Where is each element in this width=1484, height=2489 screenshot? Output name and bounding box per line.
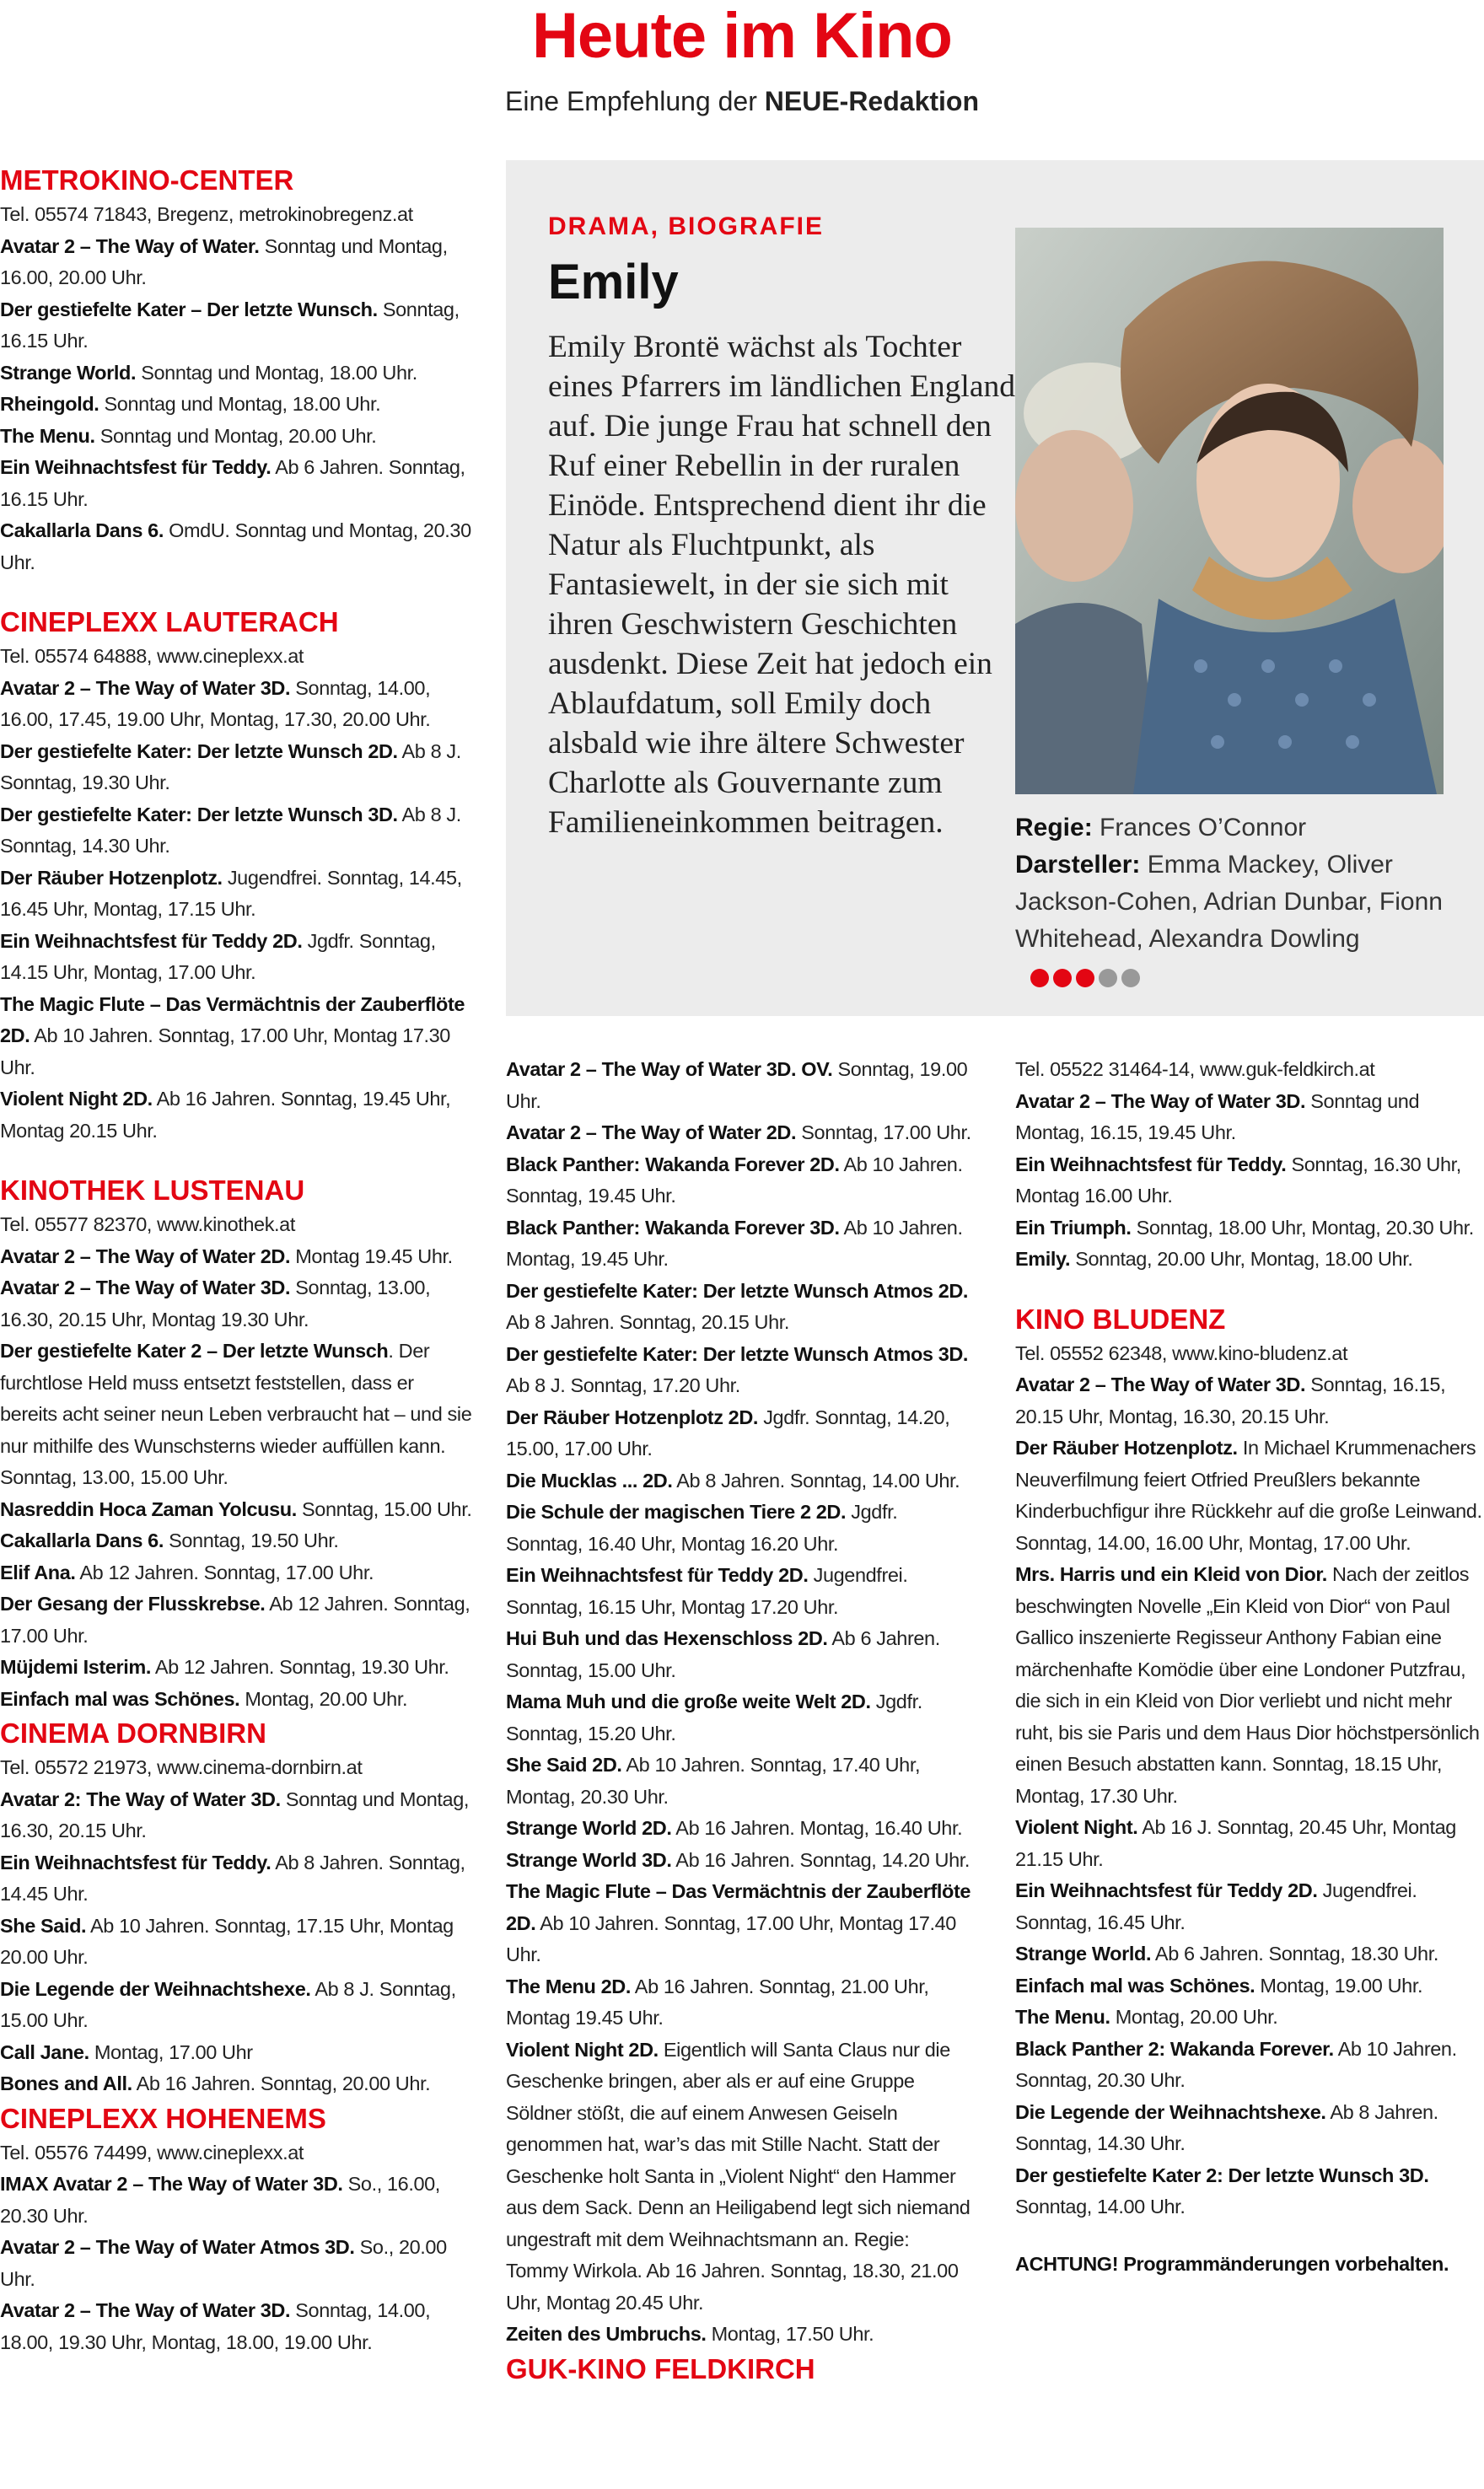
rating-dot-filled xyxy=(1076,969,1094,987)
listing: Ein Triumph. Sonntag, 18.00 Uhr, Montag, 20.30 Uhr. xyxy=(1015,1216,1474,1239)
listing: Der gestiefelte Kater: Der letzte Wunsch 2D. Ab 8 J. Sonntag, 19.30 Uhr. xyxy=(0,739,461,793)
listing: The Menu. Montag, 20.00 Uhr. xyxy=(1015,2006,1278,2028)
rating-dot-empty xyxy=(1099,969,1117,987)
listing: Die Schule der magischen Tiere 2 2D. Jgdfr. Sonntag, 16.40 Uhr, Montag 16.20 Uhr. xyxy=(506,1501,898,1555)
listing: Avatar 2 – The Way of Water. Sonntag und Montag, 16.00, 20.00 Uhr. xyxy=(0,234,448,288)
listing: Der Räuber Hotzenplotz. Jugendfrei. Sonntag, 14.45, 16.45 Uhr, Montag, 17.15 Uhr. xyxy=(0,866,462,920)
cinema-name: CINEPLEXX HOHENEMS xyxy=(0,2102,326,2134)
listing: Müjdemi Isterim. Ab 12 Jahren. Sonntag, 19.30 Uhr. xyxy=(0,1656,449,1678)
listing: Einfach mal was Schönes. Montag, 19.00 Uhr. xyxy=(1015,1974,1423,1997)
film-still-image xyxy=(1015,228,1444,794)
subtitle-brand: NEUE-Redaktion xyxy=(764,86,979,116)
listing: She Said 2D. Ab 10 Jahren. Sonntag, 17.40 Uhr, Montag, 20.30 Uhr. xyxy=(506,1754,921,1808)
listing: Avatar 2 – The Way of Water 3D. OV. Sonntag, 19.00 Uhr. xyxy=(506,1058,968,1112)
listing: IMAX Avatar 2 – The Way of Water 3D. So., 16.00, 20.30 Uhr. xyxy=(0,2173,440,2227)
listing: Strange World. Sonntag und Montag, 18.00 Uhr. xyxy=(0,361,417,384)
listing: Ein Weihnachtsfest für Teddy 2D. Jugendfrei. Sonntag, 16.45 Uhr. xyxy=(1015,1879,1417,1933)
feature-photo xyxy=(1015,228,1444,794)
listing: Bones and All. Ab 16 Jahren. Sonntag, 20.00 Uhr. xyxy=(0,2072,431,2094)
cinema-name: GUK-KINO FELDKIRCH xyxy=(506,2352,815,2384)
listing: Cakallarla Dans 6. Sonntag, 19.50 Uhr. xyxy=(0,1529,339,1551)
listing: Elif Ana. Ab 12 Jahren. Sonntag, 17.00 Uhr. xyxy=(0,1561,374,1583)
listing: Die Legende der Weihnachtshexe. Ab 8 Jahren. Sonntag, 14.30 Uhr. xyxy=(1015,2100,1438,2154)
cinema-name: CINEPLEXX LAUTERACH xyxy=(0,606,339,637)
listing: Nasreddin Hoca Zaman Yolcusu. Sonntag, 15.00 Uhr. xyxy=(0,1497,472,1520)
listing: Emily. Sonntag, 20.00 Uhr, Montag, 18.00 Uhr. xyxy=(1015,1248,1413,1270)
listing: She Said. Ab 10 Jahren. Sonntag, 17.15 Uhr, Montag 20.00 Uhr. xyxy=(0,1914,454,1968)
cinema-name: CINEMA DORNBIRN xyxy=(0,1718,266,1749)
listing: Ein Weihnachtsfest für Teddy. Ab 6 Jahren. Sonntag, 16.15 Uhr. xyxy=(0,456,465,510)
listing: Strange World. Ab 6 Jahren. Sonntag, 18.30 Uhr. xyxy=(1015,1943,1438,1965)
cinema-name: KINOTHEK LUSTENAU xyxy=(0,1175,305,1206)
listing: Avatar 2: The Way of Water 3D. Sonntag und Montag, 16.30, 20.15 Uhr. xyxy=(0,1787,470,1841)
listing: Black Panther: Wakanda Forever 2D. Ab 10 Jahren. Sonntag, 19.45 Uhr. xyxy=(506,1153,963,1207)
feature-genre: DRAMA, BIOGRAFIE xyxy=(548,212,824,240)
listing: Avatar 2 – The Way of Water 2D. Montag 19.45 Uhr. xyxy=(0,1244,453,1267)
listing: Ein Weihnachtsfest für Teddy 2D. Jugendfrei. Sonntag, 16.15 Uhr, Montag 17.20 Uhr. xyxy=(506,1564,908,1618)
cinema-contact: Tel. 05576 74499, www.cineplexx.at xyxy=(0,2141,304,2164)
listing: Avatar 2 – The Way of Water 3D. Sonntag und Montag, 16.15, 19.45 Uhr. xyxy=(1015,1089,1420,1143)
listing: Mrs. Harris und ein Kleid von Dior. Nach der zeitlos beschwingten Novelle „Ein Kleid von Dior“ von Paul Gallico inszenierte Regisseur Anthony Fabian eine märchenhafte Komödie über eine Londoner Putzfrau, die sich in ein Kleid von Dior verliebt und nicht mehr ruht, bis sie Paris und dem Haus Dior höchstpersönlich einen Besuch abstatten kann. Sonntag, 18.15 Uhr, Montag, 17.30 Uhr. xyxy=(1015,1563,1480,1807)
subtitle-prefix: Eine Empfehlung der xyxy=(505,86,765,116)
listing: Ein Weihnachtsfest für Teddy. Ab 8 Jahren. Sonntag, 14.45 Uhr. xyxy=(0,1851,465,1905)
listing: Violent Night 2D. Eigentlich will Santa Claus nur die Geschenke bringen, aber als er auf eine Gruppe Söldner stößt, die auf einem Anwesen Geiseln genommen hat, war’s das mit Stille Nacht. Statt der Geschenke holt Santa in „Violent Night“ den Hammer aus dem Sack. Denn an Heiligabend legt sich niemand ungestraft mit dem Weihnachtsmann an. Regie: Tommy Wirkola. Ab 16 Jahren. Sonntag, 18.30, 21.00 Uhr, Montag 20.45 Uhr. xyxy=(506,2038,971,2314)
rating-dot-empty xyxy=(1121,969,1140,987)
listing: Violent Night 2D. Ab 16 Jahren. Sonntag, 19.45 Uhr, Montag 20.15 Uhr. xyxy=(0,1088,451,1142)
feature-credits xyxy=(1015,809,1454,996)
page-subtitle xyxy=(0,84,1484,118)
listing: Die Legende der Weihnachtshexe. Ab 8 J. Sonntag, 15.00 Uhr. xyxy=(0,1977,456,2031)
listing: Hui Buh und das Hexenschloss 2D. Ab 6 Jahren. Sonntag, 15.00 Uhr. xyxy=(506,1627,940,1681)
cinema-contact: Tel. 05574 71843, Bregenz, metrokinobregenz.at xyxy=(0,203,413,225)
cinema-contact: Tel. 05577 82370, www.kinothek.at xyxy=(0,1213,295,1235)
cinema-contact: Tel. 05572 21973, www.cinema-dornbirn.at xyxy=(0,1756,363,1778)
listing: The Menu. Sonntag und Montag, 20.00 Uhr. xyxy=(0,424,377,447)
listing: Avatar 2 – The Way of Water 3D. Sonntag, 14.00, 18.00, 19.30 Uhr, Montag, 18.00, 19.00 Uhr. xyxy=(0,2299,431,2353)
listing: Mama Muh und die große weite Welt 2D. Jgdfr. Sonntag, 15.20 Uhr. xyxy=(506,1691,922,1744)
listing: Einfach mal was Schönes. Montag, 20.00 Uhr. xyxy=(0,1687,408,1710)
cinema-name: KINO BLUDENZ xyxy=(1015,1303,1226,1335)
listing: Strange World 2D. Ab 16 Jahren. Montag, 16.40 Uhr. xyxy=(506,1817,963,1839)
cinema-name: METROKINO-CENTER xyxy=(0,164,294,196)
listing: Cakallarla Dans 6. OmdU. Sonntag und Montag, 20.30 Uhr. xyxy=(0,519,471,573)
rating-dot-filled xyxy=(1030,969,1049,987)
listing: Ein Weihnachtsfest für Teddy. Sonntag, 16.30 Uhr, Montag 16.00 Uhr. xyxy=(1015,1153,1461,1207)
listing: Ein Weihnachtsfest für Teddy 2D. Jgdfr. Sonntag, 14.15 Uhr, Montag, 17.00 Uhr. xyxy=(0,929,436,983)
listing: Der gestiefelte Kater 2: Der letzte Wunsch 3D. Sonntag, 14.00 Uhr. xyxy=(1015,2164,1429,2218)
listing: Der gestiefelte Kater: Der letzte Wunsch Atmos 3D. Ab 8 J. Sonntag, 17.20 Uhr. xyxy=(506,1342,969,1396)
page-title: Heute im Kino xyxy=(532,0,952,72)
listing: Die Mucklas ... 2D. Ab 8 Jahren. Sonntag, 14.00 Uhr. xyxy=(506,1469,960,1492)
feature-title: Emily xyxy=(548,255,679,309)
rating-dots xyxy=(1030,959,1144,996)
listing: Avatar 2 – The Way of Water 2D. Sonntag, 17.00 Uhr. xyxy=(506,1121,971,1143)
program-notice: ACHTUNG! Programmänderungen vorbehalten. xyxy=(1015,2252,1449,2275)
cinema-contact: Tel. 05552 62348, www.kino-bludenz.at xyxy=(1015,1341,1348,1364)
listing: Der gestiefelte Kater – Der letzte Wunsch. Sonntag, 16.15 Uhr. xyxy=(0,298,460,352)
listing: Call Jane. Montag, 17.00 Uhr xyxy=(0,2040,253,2063)
column-middle xyxy=(506,1054,974,2388)
listing: The Magic Flute – Das Vermächtnis der Zauberflöte 2D. Ab 10 Jahren. Sonntag, 17.00 Uhr, Montag 17.30 Uhr. xyxy=(0,992,465,1078)
feature-description: Emily Brontë wächst als Tochter eines Pfarrers im ländlichen England auf. Die junge Frau hat schnell den Ruf einer Rebellin in der ruralen Einöde. Entsprechend dient ihr die Natur als Fluchtpunkt, als Fantasiewelt, in der sie sich mit ihren Geschwistern Geschichten ausdenkt. Diese Zeit hat jedoch ein Ablaufdatum, soll Emily doch alsbald wie ihre ältere Schwester Charlotte als Gouvernante zum Familieneinkommen beitragen. xyxy=(548,330,1015,840)
director-line: Regie: Frances O’Connor xyxy=(1015,814,1307,841)
listing: The Magic Flute – Das Vermächtnis der Zauberflöte 2D. Ab 10 Jahren. Sonntag, 17.00 Uhr, Montag 17.40 Uhr. xyxy=(506,1880,971,1965)
column-right xyxy=(1015,1054,1484,2280)
listing: The Menu 2D. Ab 16 Jahren. Sonntag, 21.00 Uhr, Montag 19.45 Uhr. xyxy=(506,1975,929,2029)
listing: Rheingold. Sonntag und Montag, 18.00 Uhr. xyxy=(0,393,381,415)
listing: Strange World 3D. Ab 16 Jahren. Sonntag, 14.20 Uhr. xyxy=(506,1848,970,1871)
cinema-contact: Tel. 05522 31464-14, www.guk-feldkirch.at xyxy=(1015,1058,1375,1080)
listing: Der Räuber Hotzenplotz 2D. Jgdfr. Sonntag, 14.20, 15.00, 17.00 Uhr. xyxy=(506,1406,950,1460)
listing: Der gestiefelte Kater: Der letzte Wunsch Atmos 2D. Ab 8 Jahren. Sonntag, 20.15 Uhr. xyxy=(506,1279,969,1333)
listing: Black Panther 2: Wakanda Forever. Ab 10 Jahren. Sonntag, 20.30 Uhr. xyxy=(1015,2037,1457,2091)
listing: Avatar 2 – The Way of Water 3D. Sonntag, 14.00, 16.00, 17.45, 19.00 Uhr, Montag, 17.30, 20.00 Uhr. xyxy=(0,676,431,730)
listing: Avatar 2 – The Way of Water 3D. Sonntag, 16.15, 20.15 Uhr, Montag, 16.30, 20.15 Uhr. xyxy=(1015,1374,1446,1427)
listing: Der Räuber Hotzenplotz. In Michael Krummenachers Neuverfilmung feiert Otfried Preußlers bekannte Kinderbuchfigur ihre Rückkehr auf die große Leinwand. Sonntag, 14.00, 16.00 Uhr, Montag, 17.00 Uhr. xyxy=(1015,1437,1482,1554)
cinema-contact: Tel. 05574 64888, www.cineplexx.at xyxy=(0,645,304,667)
listing: Der gestiefelte Kater: Der letzte Wunsch 3D. Ab 8 J. Sonntag, 14.30 Uhr. xyxy=(0,803,461,857)
listing: Avatar 2 – The Way of Water Atmos 3D. So., 20.00 Uhr. xyxy=(0,2236,447,2290)
listing: Avatar 2 – The Way of Water 3D. Sonntag, 13.00, 16.30, 20.15 Uhr, Montag 19.30 Uhr. xyxy=(0,1277,431,1331)
listing: Der Gesang der Flusskrebse. Ab 12 Jahren. Sonntag, 17.00 Uhr. xyxy=(0,1593,470,1647)
feature-box xyxy=(506,160,1484,1016)
rating-dot-filled xyxy=(1053,969,1072,987)
listing: Der gestiefelte Kater 2 – Der letzte Wunsch. Der furchtlose Held muss entsetzt feststellen, dass er bereits acht seiner neun Leben verbraucht hat – und sie nur mithilfe des Wunschsterns wieder auffüllen kann. Sonntag, 13.00, 15.00 Uhr. xyxy=(0,1340,472,1488)
cast-line: Darsteller: Emma Mackey, Oliver Jackson-Cohen, Adrian Dunbar, Fionn Whitehead, Alexandra Dowling xyxy=(1015,847,1454,996)
listing: Zeiten des Umbruchs. Montag, 17.50 Uhr. xyxy=(506,2323,874,2345)
listing: Violent Night. Ab 16 J. Sonntag, 20.45 Uhr, Montag 21.15 Uhr. xyxy=(1015,1816,1456,1870)
listing: Black Panther: Wakanda Forever 3D. Ab 10 Jahren. Montag, 19.45 Uhr. xyxy=(506,1216,963,1270)
column-left xyxy=(0,162,472,2358)
